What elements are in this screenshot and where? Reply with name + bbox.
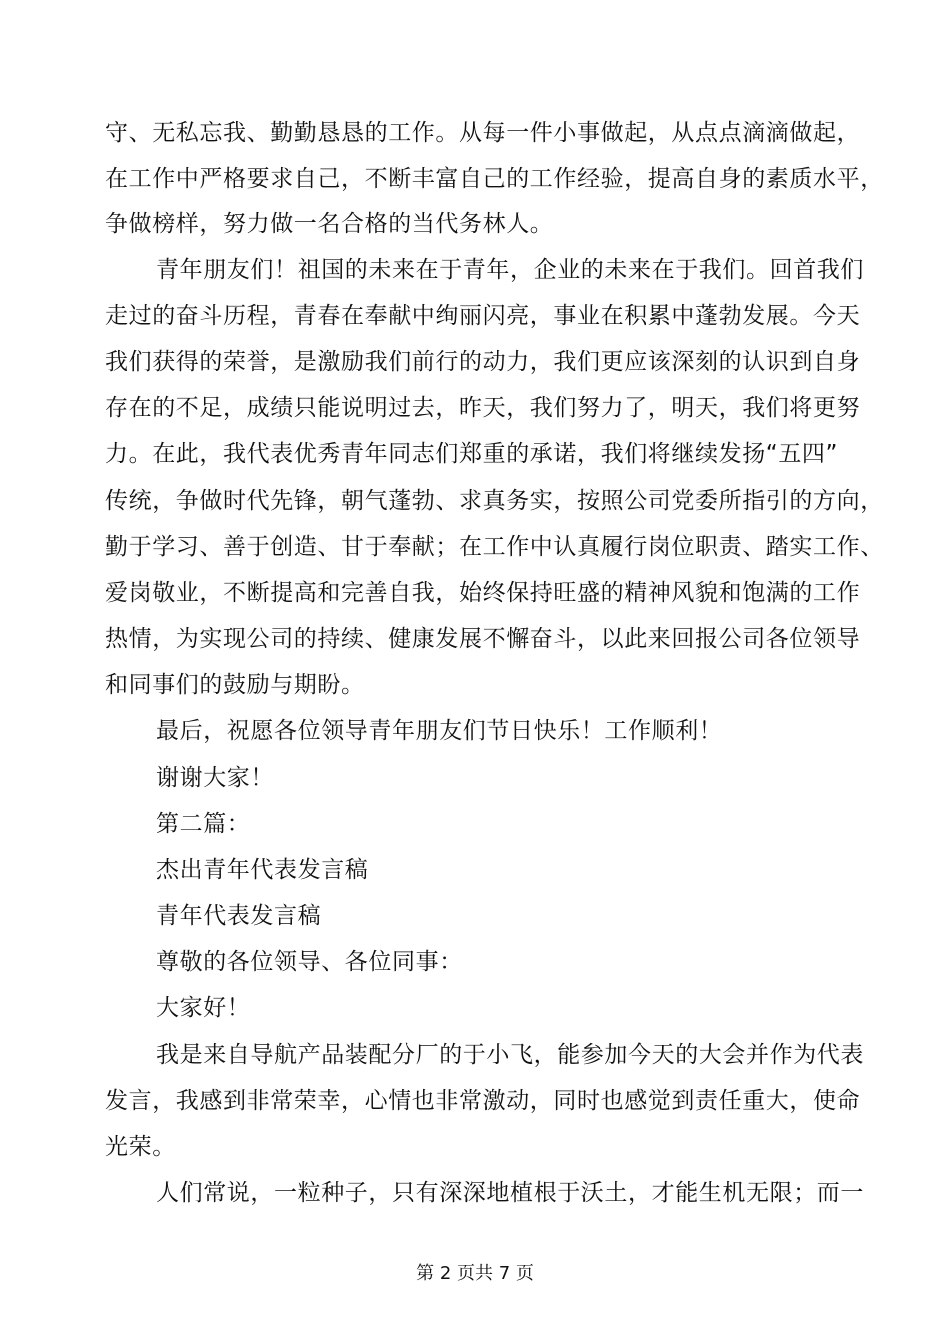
text-line: 爱岗敬业，不断提高和完善自我，始终保持旺盛的精神风貌和饱满的工作 (105, 580, 861, 606)
text-line: 发言，我感到非常荣幸，心情也非常激动，同时也感觉到责任重大，使命 (105, 1088, 861, 1114)
text-line: 热情，为实现公司的持续、健康发展不懈奋斗，以此来回报公司各位领导 (105, 626, 861, 652)
text-line: 传统，争做时代先锋，朝气蓬勃、求真务实，按照公司党委所指引的方向， (105, 488, 884, 514)
greeting: 大家好！ (156, 995, 251, 1021)
text-line: 我是来自导航产品装配分厂的于小飞，能参加今天的大会并作为代表 (156, 1042, 864, 1068)
text-line: 人们常说，一粒种子，只有深深地植根于沃土，才能生机无限；而一 (156, 1180, 864, 1206)
text-line: 勤于学习、善于创造、甘于奉献；在工作中认真履行岗位职责、踏实工作、 (105, 534, 884, 560)
text-line: 在工作中严格要求自己，不断丰富自己的工作经验，提高自身的素质水平， (105, 166, 884, 192)
text-line: 存在的不足，成绩只能说明过去，昨天，我们努力了，明天，我们将更努 (105, 395, 861, 421)
text-line: 最后，祝愿各位领导青年朋友们节日快乐！工作顺利！ (156, 718, 723, 744)
text-line: 光荣。 (105, 1134, 176, 1160)
text-line: 我们获得的荣誉，是激励我们前行的动力，我们更应该深刻的认识到自身 (105, 349, 861, 375)
page-number: 第 2 页共 7 页 (416, 1263, 534, 1284)
text-line: 守、无私忘我、勤勤恳恳的工作。从每一件小事做起，从点点滴滴做起， (105, 120, 861, 146)
salutation: 尊敬的各位领导、各位同事： (156, 949, 463, 975)
article-subtitle: 青年代表发言稿 (156, 903, 322, 929)
text-line: 走过的奋斗历程，青春在奉献中绚丽闪亮，事业在积累中蓬勃发展。今天 (105, 303, 861, 329)
text-line: 和同事们的鼓励与期盼。 (105, 672, 365, 698)
text-line: 争做榜样，努力做一名合格的当代务林人。 (105, 211, 554, 237)
article-title: 杰出青年代表发言稿 (156, 857, 369, 883)
section-heading: 第二篇： (156, 811, 251, 837)
text-line: 谢谢大家！ (156, 765, 274, 791)
text-line: 力。在此，我代表优秀青年同志们郑重的承诺，我们将继续发扬“五四” (105, 441, 839, 467)
text-line: 青年朋友们！祖国的未来在于青年，企业的未来在于我们。回首我们 (156, 257, 864, 283)
